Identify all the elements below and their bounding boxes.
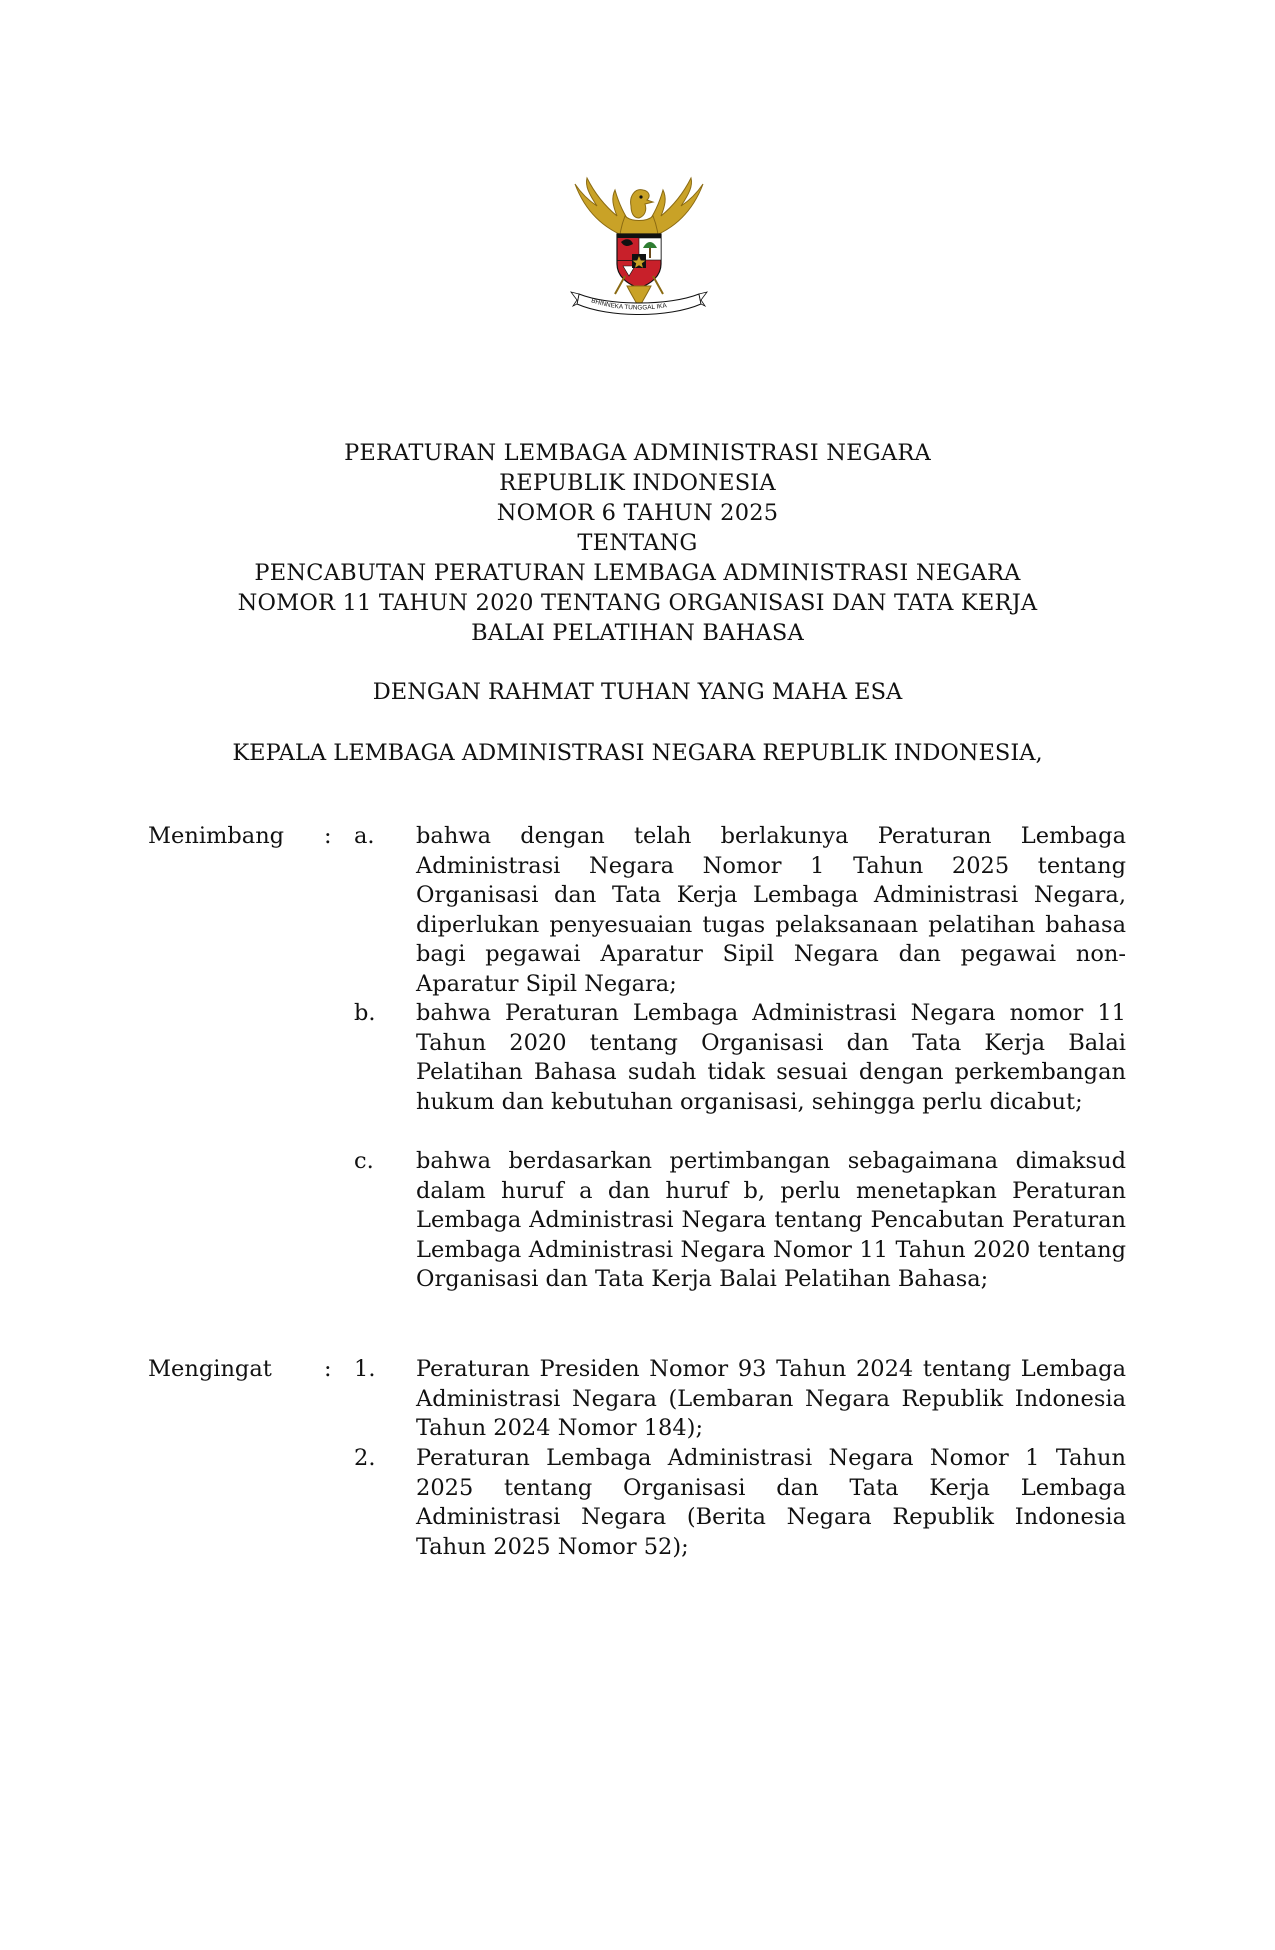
item-text: bahwa Peraturan Lembaga Administrasi Negara nomor 11 Tahun 2020 tentang Organisasi dan Tata Kerja Balai Pelatihan Bahasa sudah tidak sesuai dengan perkembangan hukum dan kebutuhan organisasi, sehingga perlu dicabut; [416, 1000, 1126, 1115]
item-marker: b. [354, 1000, 376, 1026]
title-line: PERATURAN LEMBAGA ADMINISTRASI NEGARA [344, 440, 931, 466]
title-line: PENCABUTAN PERATURAN LEMBAGA ADMINISTRASI NEGARA [254, 560, 1021, 586]
title-line: REPUBLIK INDONESIA [499, 470, 776, 496]
item-text: bahwa dengan telah berlakunya Peraturan Lembaga Administrasi Negara Nomor 1 Tahun 2025 tentang Organisasi dan Tata Kerja Lembaga Administrasi Negara, diperlukan penyesuaian tugas pelaksanaan pelatihan bahasa bagi pegawai Aparatur Sipil Negara dan pegawai non-Aparatur Sipil Negara; [416, 823, 1126, 997]
item-marker: c. [354, 1148, 374, 1174]
item-text: bahwa berdasarkan pertimbangan sebagaimana dimaksud dalam huruf a dan huruf b, perlu menetapkan Peraturan Lembaga Administrasi Negara tentang Pencabutan Peraturan Lembaga Administrasi Negara Nomor 11 Tahun 2020 tentang Organisasi dan Tata Kerja Balai Pelatihan Bahasa; [416, 1148, 1126, 1292]
title-line: NOMOR 6 TAHUN 2025 [496, 500, 779, 526]
section-colon: : [324, 1356, 332, 1382]
title-line: BALAI PELATIHAN BAHASA [471, 620, 804, 646]
item-marker: 2. [354, 1445, 376, 1471]
blessing-line: DENGAN RAHMAT TUHAN YANG MAHA ESA [372, 679, 903, 705]
section-label: Mengingat [148, 1356, 272, 1382]
item-marker: 1. [354, 1356, 376, 1382]
title-line: NOMOR 11 TAHUN 2020 TENTANG ORGANISASI DAN TATA KERJA [237, 590, 1038, 616]
title-line: TENTANG [577, 530, 698, 556]
item-marker: a. [354, 823, 375, 849]
item-text: Peraturan Presiden Nomor 93 Tahun 2024 tentang Lembaga Administrasi Negara (Lembaran Negara Republik Indonesia Tahun 2024 Nomor 184); [416, 1356, 1126, 1441]
section-colon: : [324, 823, 332, 849]
garuda-pancasila-emblem [569, 176, 709, 326]
section-label: Menimbang [148, 823, 285, 849]
regulation-title [0, 438, 1275, 648]
motto-text: BHINNEKA TUNGGAL IKA [590, 297, 668, 312]
garuda-emblem-icon [569, 176, 709, 326]
item-text: Peraturan Lembaga Administrasi Negara Nomor 1 Tahun 2025 tentang Organisasi dan Tata Kerja Lembaga Administrasi Negara (Berita Negara Republik Indonesia Tahun 2025 Nomor 52); [416, 1445, 1126, 1560]
authority-line: KEPALA LEMBAGA ADMINISTRASI NEGARA REPUBLIK INDONESIA, [232, 740, 1043, 766]
